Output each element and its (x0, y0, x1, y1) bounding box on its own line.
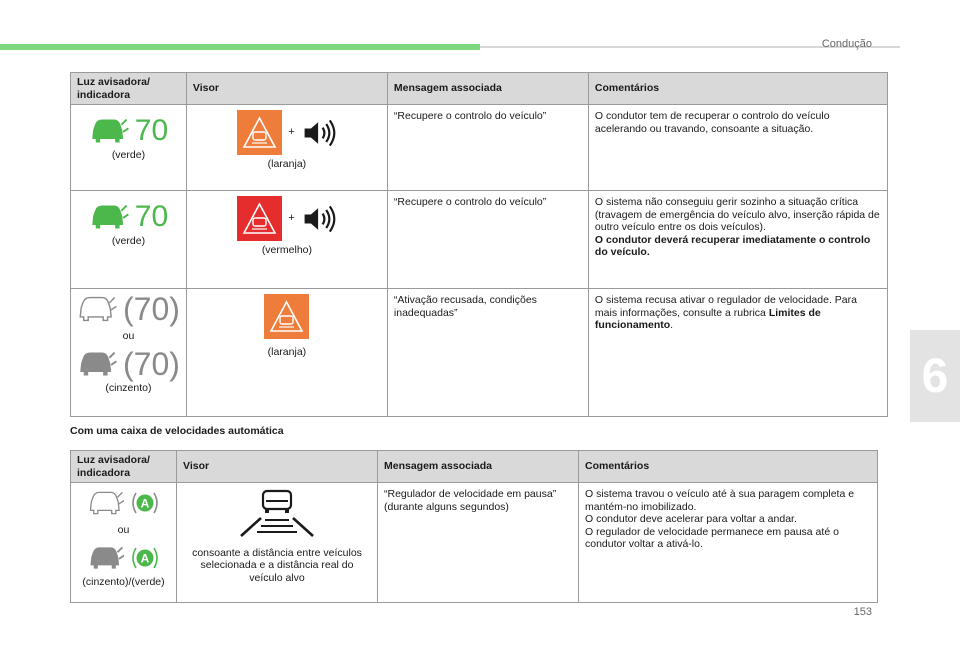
display-caption: consoante a distância entre veículos selecionada e a distância real do veículo alvo (192, 546, 362, 584)
speaker-icon (301, 119, 337, 147)
lamp-caption: (verde) (111, 149, 146, 161)
header-message: Mensagem associada (378, 451, 579, 483)
alerts-table (70, 72, 888, 417)
car-distance-icon (237, 488, 317, 540)
green-car-icon (89, 202, 129, 232)
or-label: ou (122, 330, 135, 342)
table-row (71, 191, 888, 289)
comment-cell (588, 289, 887, 417)
display-caption: (laranja) (267, 345, 307, 358)
outline-car-icon (88, 489, 124, 517)
message-cell: “Ativação recusada, condições inadequadas” (387, 289, 588, 417)
lamp-cell (71, 105, 187, 191)
auto-a-icon (130, 543, 160, 573)
table-header-row (71, 73, 888, 105)
top-accent-bar (0, 44, 480, 50)
table-header-row (71, 451, 878, 483)
message-cell: “Recupere o controlo do veículo” (387, 105, 588, 191)
display-cell (186, 191, 387, 289)
lamp-caption: (cinzento) (105, 381, 152, 394)
display-cell (186, 105, 387, 191)
header-display: Visor (177, 451, 378, 483)
grey-car-icon (77, 349, 117, 379)
comment-text: O sistema recusa ativar o regulador de velocidade. Para mais informações, consulte a rubrica (594, 294, 857, 319)
table-row (71, 289, 888, 417)
lamp-caption: (cinzento)/(verde) (82, 575, 165, 588)
speed-value: (70) (123, 291, 180, 327)
table-row (71, 483, 878, 603)
automatic-gearbox-table (70, 450, 878, 603)
comment-cell: O condutor tem de recuperar o controlo do veículo acelerando ou travando, consoante a situação. (588, 105, 887, 191)
speed-value: 70 (134, 200, 169, 233)
plus-sign: + (288, 212, 295, 225)
display-caption: (vermelho) (261, 244, 312, 256)
comment-cell: O sistema travou o veículo até à sua paragem completa e mantém-no imobilizado. O condutor deve acelerar para voltar a andar. O regulador de velocidade permanece em pausa até o condutor voltar a ativá-lo. (579, 483, 878, 603)
red-warning-icon (237, 196, 282, 241)
orange-warning-icon (264, 294, 309, 339)
comment-cell (588, 191, 887, 289)
auto-letter: A (140, 551, 149, 565)
header-lamp: Luz avisadora/ indicadora (71, 73, 187, 105)
lamp-cell (71, 191, 187, 289)
speed-value: 70 (134, 114, 169, 147)
header-comments: Comentários (588, 73, 887, 105)
header-comments: Comentários (579, 451, 878, 483)
display-cell (186, 289, 387, 417)
or-label: ou (117, 524, 130, 536)
comment-end: . (670, 319, 674, 331)
lamp-cell (71, 483, 177, 603)
message-cell: “Recupere o controlo do veículo” (387, 191, 588, 289)
comment-bold: O condutor deverá recuperar imediatamente o controlo do veículo. (594, 233, 871, 258)
lamp-cell (71, 289, 187, 417)
outline-car-icon (77, 294, 117, 324)
green-car-icon (89, 116, 129, 146)
chapter-tab: 6 (910, 330, 960, 422)
speaker-icon (301, 205, 337, 233)
header-display: Visor (186, 73, 387, 105)
speed-value: (70) (123, 345, 180, 382)
page-number: 153 (853, 606, 872, 618)
display-caption: (laranja) (267, 158, 307, 170)
plus-sign: + (288, 126, 295, 139)
section-subtitle: Com uma caixa de velocidades automática (70, 425, 284, 437)
lamp-caption: (verde) (111, 235, 146, 247)
comment-bold: Limites de funcionamento (594, 306, 821, 331)
section-title: Condução (821, 38, 872, 50)
header-lamp: Luz avisadora/ indicadora (71, 451, 177, 483)
auto-a-icon (130, 488, 160, 518)
orange-warning-icon (237, 110, 282, 155)
grey-car-icon (88, 544, 124, 572)
table-row (71, 105, 888, 191)
display-cell (177, 483, 378, 603)
comment-text: O sistema não conseguiu gerir sozinho a situação crítica (travagem de emergência do veículo alvo, inserção rápida de outro veículo entre os dois veículos). (594, 196, 880, 233)
message-cell: “Regulador de velocidade em pausa” (durante alguns segundos) (378, 483, 579, 603)
auto-letter: A (140, 496, 149, 511)
header-message: Mensagem associada (387, 73, 588, 105)
